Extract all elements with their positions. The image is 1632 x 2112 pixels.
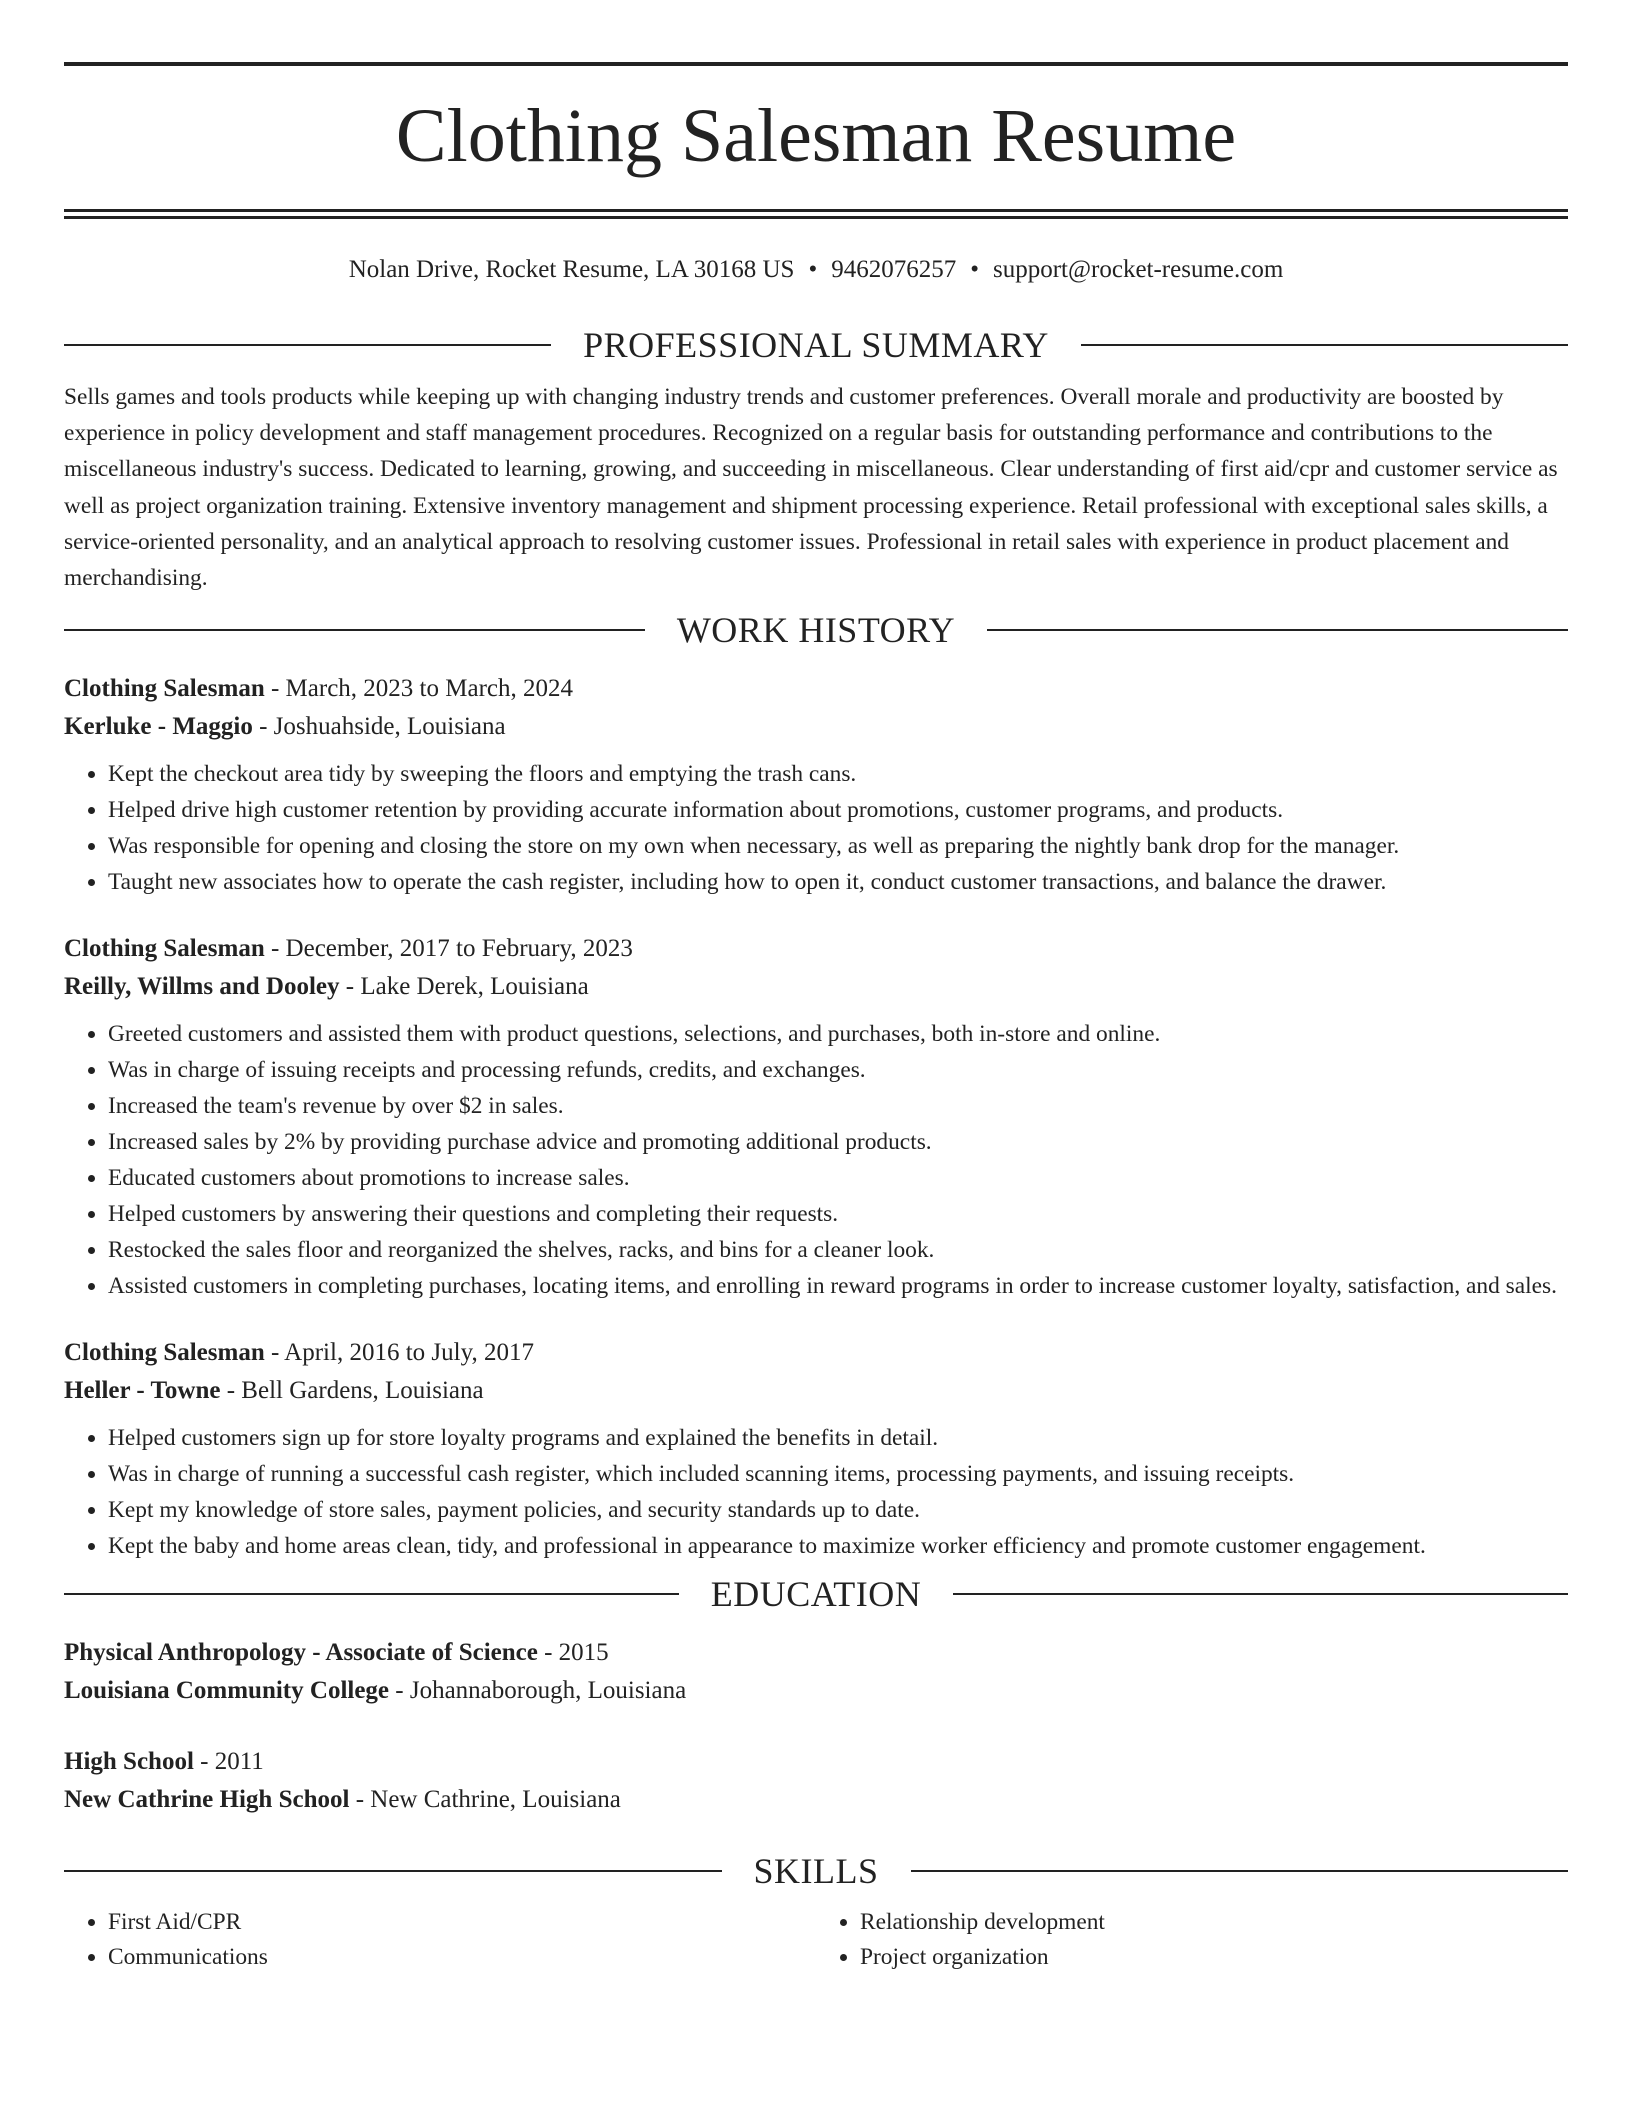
- heading-rule: [64, 1593, 679, 1595]
- list-item: • Kept the baby and home areas clean, tidy, and professional in appearance to maximize worker efficiency and promote customer engagement.: [108, 1528, 1568, 1564]
- heading-rule: [64, 344, 551, 346]
- list-item: • Increased sales by 2% by providing purchase advice and promoting additional products.: [108, 1124, 1568, 1160]
- resume-page: [64, 0, 1568, 1975]
- list-item: • Increased the team's revenue by over $2 in sales.: [108, 1088, 1568, 1124]
- heading-rule: [911, 1870, 1569, 1872]
- job-title-line: [64, 670, 1568, 708]
- job-dates: - March, 2023 to March, 2024: [264, 675, 573, 703]
- job-location: - Bell Gardens, Louisiana: [220, 1377, 484, 1405]
- education-degree: High School: [64, 1748, 194, 1776]
- skill-item: • Relationship development: [860, 1905, 1568, 1940]
- education-year: - 2011: [193, 1748, 264, 1776]
- list-item: • Was responsible for opening and closing the store on my own when necessary, as well as preparing the nightly bank drop for the manager.: [108, 828, 1568, 864]
- job-title-line: [64, 930, 1568, 968]
- job-org-line: [64, 968, 1568, 1006]
- job-org-line: [64, 708, 1568, 746]
- heading-rule: [987, 629, 1568, 631]
- job-title: Clothing Salesman: [64, 935, 265, 963]
- job-entry: [64, 930, 1568, 1304]
- top-rule: [64, 62, 1568, 66]
- summary-text: Sells games and tools products while keeping up with changing industry trends and customer preferences. Overall morale and productivity are boosted by experience in policy development and staff management procedures. Recognized on a regular basis for outstanding performance and contributions to the miscellaneous industry's success. Dedicated to learning, growing, and succeeding in miscellaneous. Clear understanding of first aid/cpr and customer service as well as project organization training. Extensive inventory management and shipment processing experience. Retail professional with exceptional sales skills, a service-oriented personality, and an analytical approach to resolving customer issues. Professional in retail sales with experience in product placement and merchandising.: [64, 384, 1558, 592]
- heading-rule: [64, 1870, 722, 1872]
- job-bullets: [64, 1420, 1568, 1564]
- job-entry: [64, 670, 1568, 900]
- job-dates: - April, 2016 to July, 2017: [264, 1339, 534, 1367]
- section-heading-work: [64, 608, 1568, 652]
- skills-grid: [64, 1905, 1568, 1975]
- job-org-line: [64, 1372, 1568, 1410]
- heading-rule: [1081, 344, 1568, 346]
- section-heading-education: [64, 1572, 1568, 1616]
- list-item: • Kept my knowledge of store sales, payment policies, and security standards up to date.: [108, 1492, 1568, 1528]
- education-entry: [64, 1743, 1568, 1819]
- education-location: - New Cathrine, Louisiana: [349, 1786, 621, 1814]
- education-location: - Johannaborough, Louisiana: [389, 1677, 687, 1705]
- education-degree-line: [64, 1634, 1568, 1672]
- education-degree-line: [64, 1743, 1568, 1781]
- job-company: Heller - Towne: [64, 1377, 221, 1405]
- section-title: SKILLS: [753, 1851, 879, 1892]
- education-school-line: [64, 1672, 1568, 1710]
- section-heading-skills: [64, 1849, 1568, 1893]
- skill-item: • First Aid/CPR: [108, 1905, 816, 1940]
- job-bullets: [64, 1016, 1568, 1304]
- education-school: New Cathrine High School: [64, 1786, 350, 1814]
- heading-rule: [64, 629, 645, 631]
- education-degree: Physical Anthropology - Associate of Science: [64, 1639, 538, 1667]
- list-item: • Greeted customers and assisted them with product questions, selections, and purchases, both in-store and online.: [108, 1016, 1568, 1052]
- skill-item: • Communications: [108, 1940, 816, 1975]
- job-entry: [64, 1334, 1568, 1564]
- education-school-line: [64, 1781, 1568, 1819]
- skill-item: • Project organization: [860, 1940, 1568, 1975]
- list-item: • Helped drive high customer retention by providing accurate information about promotions, customer programs, and products.: [108, 792, 1568, 828]
- contact-line: [64, 253, 1568, 287]
- contact-phone: 9462076257: [831, 256, 957, 283]
- education-school: Louisiana Community College: [64, 1677, 390, 1705]
- job-bullets: [64, 756, 1568, 900]
- section-title: EDUCATION: [710, 1574, 922, 1615]
- contact-email: support@rocket-resume.com: [993, 256, 1284, 283]
- heading-rule: [953, 1593, 1568, 1595]
- education-year: - 2015: [537, 1639, 609, 1667]
- job-location: - Joshuahside, Louisiana: [252, 713, 506, 741]
- list-item: • Was in charge of running a successful cash register, which included scanning items, processing payments, and issuing receipts.: [108, 1456, 1568, 1492]
- title-double-rule: [64, 209, 1568, 219]
- list-item: • Was in charge of issuing receipts and processing refunds, credits, and exchanges.: [108, 1052, 1568, 1088]
- contact-address: Nolan Drive, Rocket Resume, LA 30168 US: [348, 256, 795, 283]
- list-item: • Educated customers about promotions to increase sales.: [108, 1160, 1568, 1196]
- job-company: Reilly, Willms and Dooley: [64, 973, 340, 1001]
- section-title: WORK HISTORY: [676, 610, 956, 651]
- job-company: Kerluke - Maggio: [64, 713, 253, 741]
- list-item: • Assisted customers in completing purchases, locating items, and enrolling in reward programs in order to increase customer loyalty, satisfaction, and sales.: [108, 1268, 1568, 1304]
- job-title: Clothing Salesman: [64, 1339, 265, 1367]
- list-item: • Kept the checkout area tidy by sweeping the floors and emptying the trash cans.: [108, 756, 1568, 792]
- job-dates: - December, 2017 to February, 2023: [264, 935, 633, 963]
- job-location: - Lake Derek, Louisiana: [339, 973, 589, 1001]
- contact-separator: •: [970, 256, 979, 283]
- list-item: • Taught new associates how to operate the cash register, including how to open it, conduct customer transactions, and balance the drawer.: [108, 864, 1568, 900]
- list-item: • Helped customers by answering their questions and completing their requests.: [108, 1196, 1568, 1232]
- job-title: Clothing Salesman: [64, 675, 265, 703]
- contact-separator: •: [808, 256, 818, 283]
- job-title-line: [64, 1334, 1568, 1372]
- skills-column-right: [816, 1905, 1568, 1975]
- skills-column-left: [64, 1905, 816, 1975]
- list-item: • Helped customers sign up for store loyalty programs and explained the benefits in detail.: [108, 1420, 1568, 1456]
- resume-title: Clothing Salesman Resume: [395, 94, 1237, 178]
- section-heading-summary: [64, 323, 1568, 367]
- list-item: • Restocked the sales floor and reorganized the shelves, racks, and bins for a cleaner look.: [108, 1232, 1568, 1268]
- section-title: PROFESSIONAL SUMMARY: [583, 325, 1049, 365]
- education-entry: [64, 1634, 1568, 1710]
